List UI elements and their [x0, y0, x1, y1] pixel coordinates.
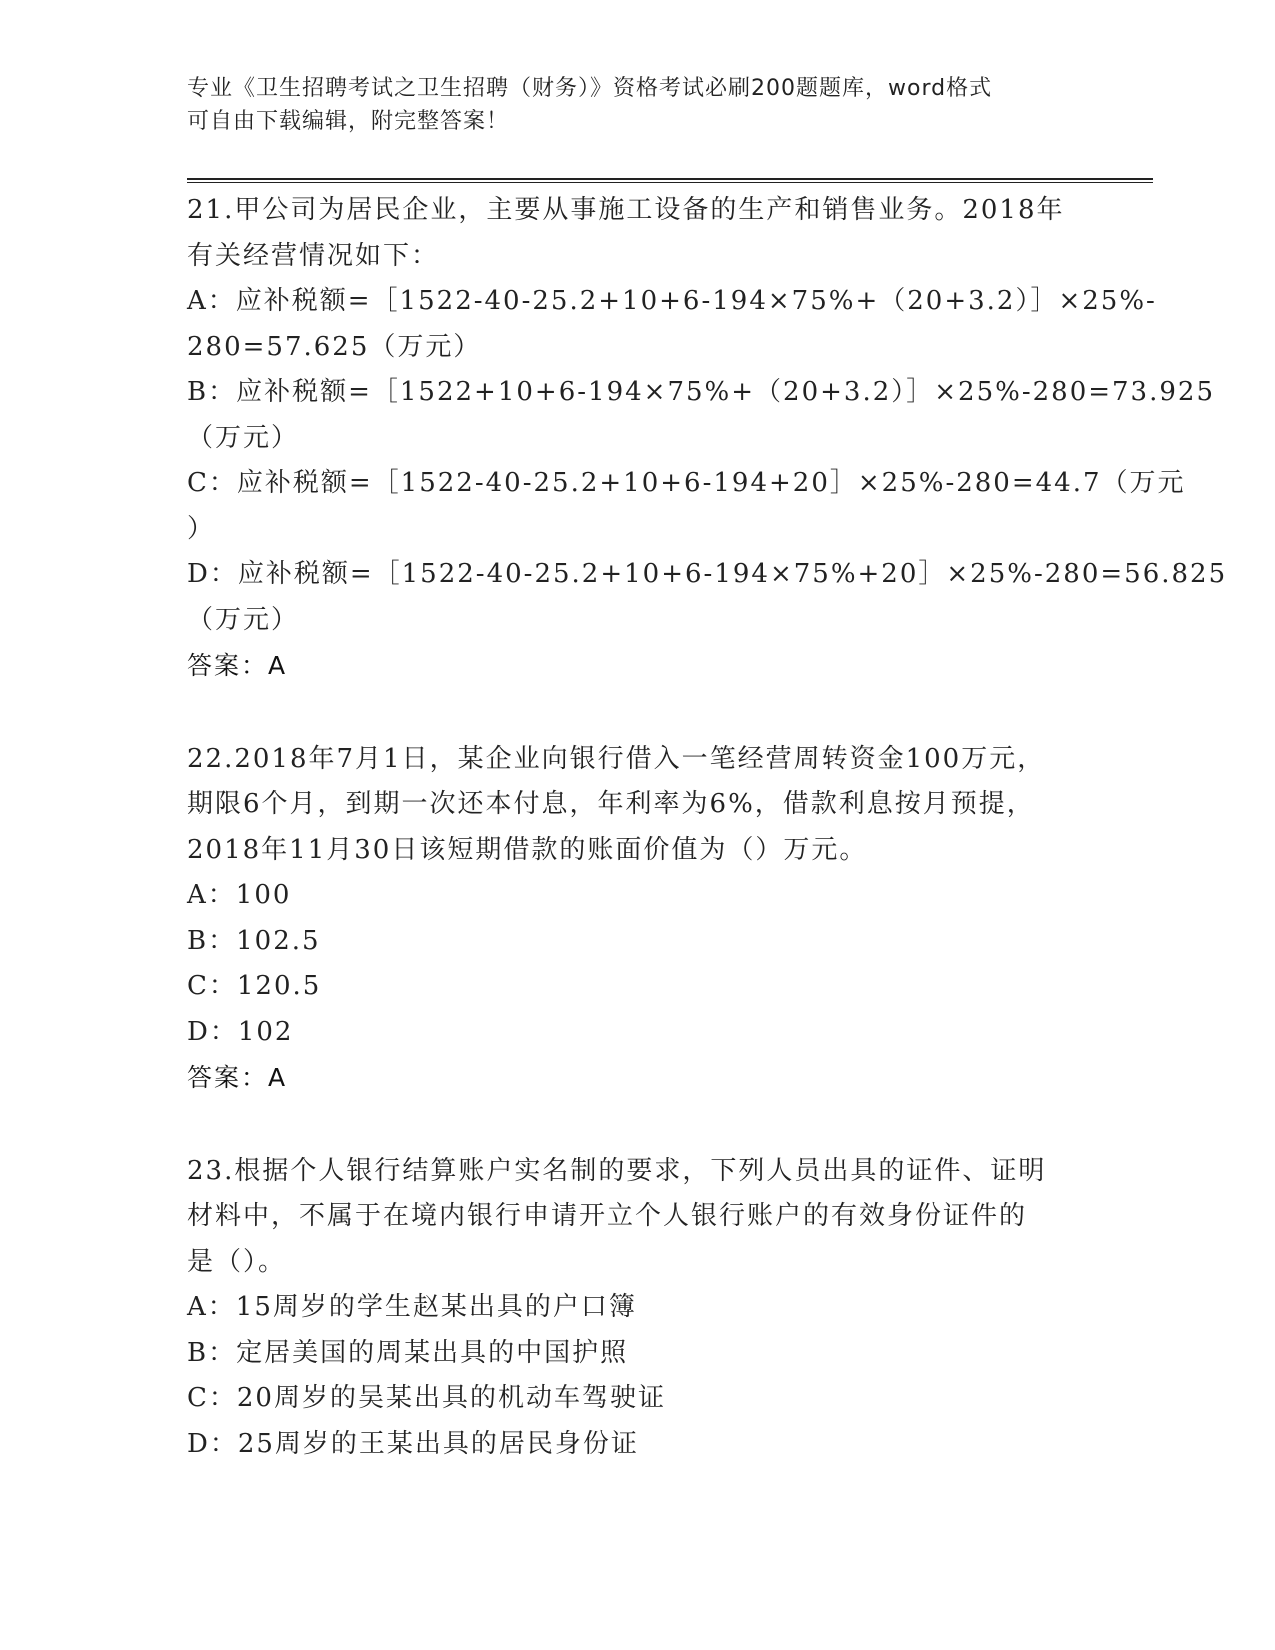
option-c: C：120.5 [187, 971, 322, 1001]
question-list [187, 188, 1228, 1515]
option-d-continued: （万元） [187, 604, 300, 635]
question-text-line: 期限6个月，到期一次还本付息，年利率为6%，借款利息按月预提， [187, 789, 1035, 819]
option-c: C：20周岁的吴某出具的机动车驾驶证 [187, 1383, 666, 1413]
option-b: B：应补税额=［1522+10+6-194×75%+（20+3.2）］×25%-280=73.925 [187, 377, 1215, 407]
option-c-continued: ） [187, 513, 216, 544]
answer-line: 答案：A [187, 1063, 288, 1092]
question-text-line: 有关经营情况如下： [187, 240, 440, 271]
option-a: A：15周岁的学生赵某出具的户口簿 [187, 1292, 637, 1322]
header-line-1: 专业《卫生招聘考试之卫生招聘（财务）》资格考试必刷200题题库，word格式 [187, 76, 993, 101]
option-c: C：应补税额=［1522-40-25.2+10+6-194+20］×25%-280=44.7（万元 [187, 468, 1186, 498]
question-21 [187, 188, 1228, 689]
option-a: A：100 [187, 880, 292, 910]
question-text-line: 22.2018年7月1日，某企业向银行借入一笔经营周转资金100万元， [187, 743, 1046, 774]
question-23 [187, 1149, 1087, 1468]
option-d: D：应补税额=［1522-40-25.2+10+6-194×75%+20］×25%-280=56.825 [187, 559, 1228, 589]
option-a: A：应补税额=［1522-40-25.2+10+6-194×75%+（20+3.2）］×25%- [187, 286, 1157, 316]
question-22 [187, 737, 1087, 1101]
question-text-line: 2018年11月30日该短期借款的账面价值为（）万元。 [187, 834, 868, 865]
header-line-2: 可自由下载编辑，附完整答案！ [187, 109, 510, 134]
question-text-line: 21.甲公司为居民企业，主要从事施工设备的生产和销售业务。2018年 [187, 195, 1065, 225]
answer-line: 答案：A [187, 651, 288, 680]
question-text-line: 是（）。 [187, 1246, 287, 1277]
option-a-continued: 280=57.625（万元） [187, 331, 482, 362]
option-b: B：定居美国的周某出具的中国护照 [187, 1337, 629, 1368]
option-d: D：25周岁的王某出具的居民身份证 [187, 1428, 639, 1459]
question-text-line: 23.根据个人银行结算账户实名制的要求，下列人员出具的证件、证明 [187, 1155, 1047, 1186]
option-d: D：102 [187, 1016, 294, 1047]
option-b-continued: （万元） [187, 422, 300, 453]
document-header [187, 72, 1067, 138]
option-b: B：102.5 [187, 925, 321, 956]
header-divider [187, 178, 1153, 183]
question-text-line: 材料中，不属于在境内银行申请开立个人银行账户的有效身份证件的 [187, 1201, 1028, 1231]
